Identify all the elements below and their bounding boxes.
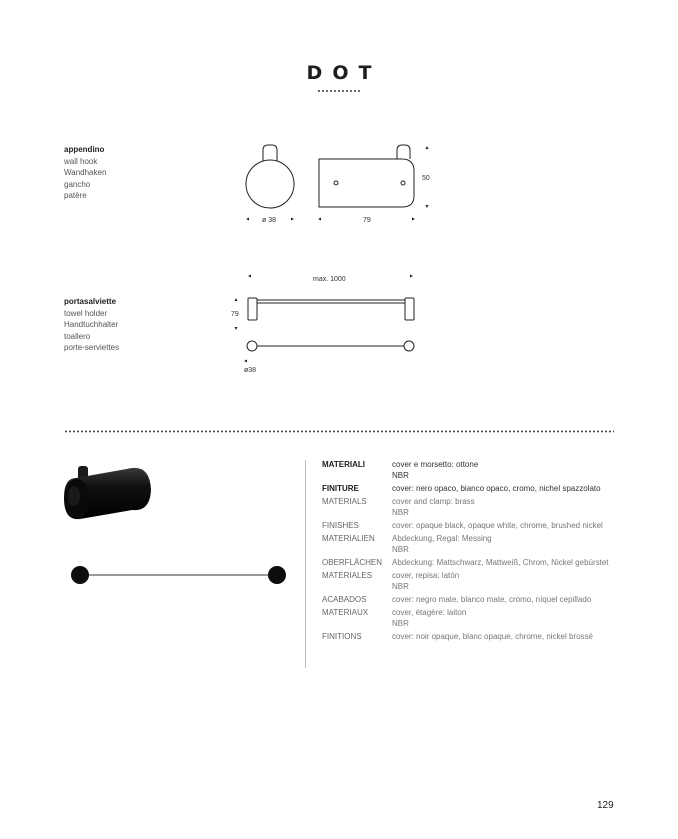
spec-value-line: cover: nero opaco, bianco opaco, cromo, nichel spazzolato (392, 484, 601, 493)
product-name: appendino (64, 145, 105, 154)
spec-row (322, 557, 622, 568)
spec-value-line: cover, étagère: laiton (392, 608, 467, 617)
spec-label: FINITIONS (322, 632, 362, 641)
spec-vertical-line (305, 460, 306, 668)
spec-table (322, 459, 622, 644)
towel-diameter-label: ø38 (244, 367, 257, 374)
spec-value (392, 594, 591, 605)
spec-value (392, 483, 601, 494)
product-translation: patère (64, 191, 87, 200)
spec-value (392, 607, 466, 629)
spec-label: MATERIAUX (322, 608, 369, 617)
product-translation: Wandhaken (64, 168, 107, 177)
spec-value-line: Abdeckung: Mattschwarz, Mattweiß, Chrom, Nickel gebürstet (392, 558, 609, 567)
spec-value-line: NBR (392, 508, 409, 517)
hook-diameter-label: ø 38 (262, 217, 277, 224)
spec-value-line: NBR (392, 471, 409, 480)
spec-value (392, 520, 603, 531)
page-number: 129 (597, 800, 614, 811)
hook-length-label: 79 (363, 217, 371, 224)
product-translation: toallero (64, 331, 91, 341)
product-translation: gancho (64, 179, 91, 189)
spec-value-line: NBR (392, 619, 409, 628)
spec-label: OBERFLÄCHEN (322, 558, 383, 567)
page-title: DOT (306, 62, 382, 84)
spec-value-line: cover and clamp: brass (392, 497, 475, 506)
towel-holder-photo (71, 566, 286, 584)
spec-value-line: NBR (392, 582, 409, 591)
spec-row (322, 631, 622, 642)
product-translation: towel holder (64, 308, 108, 318)
hook-height-label: 50 (422, 175, 430, 182)
spec-value (392, 557, 609, 568)
product-translation: Handtuchhalter (64, 320, 119, 329)
spec-label: MATERIALES (322, 571, 373, 580)
spec-label: MATERIALI (322, 460, 365, 469)
spec-row (322, 520, 622, 531)
spec-value-line: Abdeckung, Regal: Messing (392, 534, 492, 543)
spec-value-line: cover: negro mate, blanco mate, cromo, níquel cepillado (392, 595, 592, 604)
spec-row (322, 459, 622, 481)
towel-height-label: 79 (231, 311, 239, 318)
spec-label: FINISHES (322, 521, 359, 530)
spec-row (322, 570, 622, 592)
towel-length-label: max. 1000 (313, 276, 346, 283)
spec-value (392, 496, 475, 518)
spec-row (322, 483, 622, 494)
spec-label: MATERIALIEN (322, 534, 375, 543)
product-name: portasalviette (64, 297, 117, 306)
spec-value (392, 631, 593, 642)
product-translation: porte-serviettes (64, 343, 120, 352)
spec-label: FINITURE (322, 484, 359, 493)
spec-value-line: cover e morsetto: ottone (392, 460, 479, 469)
spec-row (322, 496, 622, 518)
product-translation: wall hook (64, 156, 98, 166)
spec-value-line: cover, repisa: latón (392, 571, 460, 580)
spec-row (322, 594, 622, 605)
spec-label: MATERIALS (322, 497, 367, 506)
wall-hook-photo (64, 466, 151, 519)
spec-label: ACABADOS (322, 595, 367, 604)
spec-value-line: cover: opaque black, opaque white, chrome, brushed nickel (392, 521, 603, 530)
spec-row (322, 607, 622, 629)
spec-value-line: NBR (392, 545, 409, 554)
spec-value (392, 570, 459, 592)
spec-value-line: cover: noir opaque, blanc opaque, chrome, nickel brossé (392, 632, 594, 641)
spec-value (392, 459, 478, 481)
spec-row (322, 533, 622, 555)
spec-value (392, 533, 492, 555)
